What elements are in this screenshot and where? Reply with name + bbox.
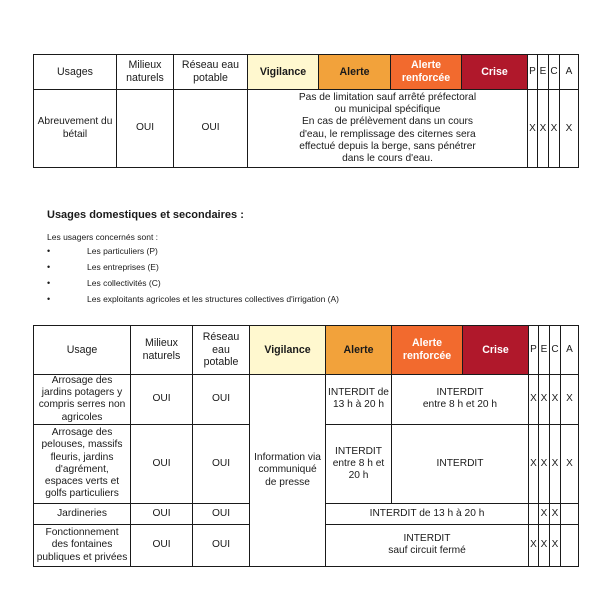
header-p: P [529,326,539,375]
cell-p: X [529,375,539,425]
cell-renforcee-crise: INTERDIT [392,424,529,503]
cell-reseau: OUI [193,375,250,425]
header-a: A [561,326,579,375]
header-c: C [549,55,560,90]
cell-a: X [561,424,579,503]
cell-alerte: INTERDIT de 13 h à 20 h [326,375,392,425]
list-item [47,291,339,307]
bullet-icon: • [47,246,51,256]
cell-milieux: OUI [131,503,193,524]
header-usages: Usages [34,55,117,90]
header-alerte-renforcee: Alerte renforcée [392,326,463,375]
header-e: E [538,55,549,90]
cell-e: X [539,503,550,524]
cell-reseau: OUI [193,424,250,503]
cell-e: X [539,424,550,503]
cell-p: X [528,90,538,168]
header-a: A [560,55,579,90]
cell-c: X [550,375,561,425]
cell-e: X [539,524,550,566]
cell-milieux: OUI [117,90,174,168]
header-p: P [528,55,538,90]
list-item-label: Les entreprises (E) [87,262,159,272]
cell-alerte: INTERDIT entre 8 h et 20 h [326,424,392,503]
cell-e: X [538,90,549,168]
cell-c: X [550,524,561,566]
header-crise: Crise [463,326,529,375]
cell-vigilance-merged: Information via communiqué de presse [250,375,326,567]
header-alerte-renforcee: Alerte renforcée [391,55,462,90]
cell-a [561,524,579,566]
cell-p: X [529,524,539,566]
header-usage: Usage [34,326,131,375]
cell-milieux: OUI [131,524,193,566]
section-title: Usages domestiques et secondaires : [47,209,244,221]
header-reseau-eau-potable: Réseau eau potable [174,55,248,90]
list-item-label: Les exploitants agricoles et les structures collectives d'irrigation (A) [87,294,340,304]
header-crise: Crise [462,55,528,90]
cell-milieux: OUI [131,424,193,503]
cell-a: X [560,90,579,168]
cell-renforcee-crise: INTERDIT entre 8 h et 20 h [392,375,529,425]
header-c: C [550,326,561,375]
cell-c: X [549,90,560,168]
cell-usage: Abreuvement du bétail [34,90,117,168]
cell-milieux: OUI [131,375,193,425]
table-abreuvement [33,54,579,168]
table-row [34,90,579,168]
list-item [47,275,339,291]
table-header-row [34,326,579,375]
cell-c: X [550,424,561,503]
cell-reseau: OUI [193,503,250,524]
list-item [47,243,339,259]
section-intro: Les usagers concernés sont : [47,232,159,242]
table-usages-domestiques [33,325,579,567]
table-header-row [34,55,579,90]
cell-a: X [561,375,579,425]
header-alerte: Alerte [326,326,392,375]
cell-measure: Pas de limitation sauf arrêté préfectoral ou municipal spécifique En cas de prélèvement dans un cours d'eau, le remplissage des citernes sera effectué depuis la berge, sans pénétrer dans le cours d'eau. [248,90,528,168]
cell-e: X [539,375,550,425]
cell-reseau: OUI [174,90,248,168]
table-row [34,375,579,425]
list-item [47,259,339,275]
cell-p: X [529,424,539,503]
header-milieux-naturels: Milieux naturels [117,55,174,90]
cell-usage: Fonctionnement des fontaines publiques et privées [34,524,131,566]
cell-a [561,503,579,524]
header-alerte: Alerte [319,55,391,90]
header-e: E [539,326,550,375]
header-reseau-eau-potable: Réseau eau potable [193,326,250,375]
cell-c: X [550,503,561,524]
bullet-icon: • [47,262,51,272]
users-list [47,243,339,307]
cell-alerte-to-crise: INTERDIT de 13 h à 20 h [326,503,529,524]
cell-usage: Arrosage des pelouses, massifs fleuris, jardins d'agrément, espaces verts et golfs particuliers [34,424,131,503]
header-vigilance: Vigilance [248,55,319,90]
cell-usage: Jardineries [34,503,131,524]
list-item-label: Les collectivités (C) [87,278,161,288]
list-item-label: Les particuliers (P) [87,246,158,256]
cell-reseau: OUI [193,524,250,566]
cell-usage: Arrosage des jardins potagers y compris serres non agricoles [34,375,131,425]
cell-p [529,503,539,524]
bullet-icon: • [47,294,51,304]
cell-alerte-to-crise: INTERDIT sauf circuit fermé [326,524,529,566]
bullet-icon: • [47,278,51,288]
header-milieux-naturels: Milieux naturels [131,326,193,375]
header-vigilance: Vigilance [250,326,326,375]
